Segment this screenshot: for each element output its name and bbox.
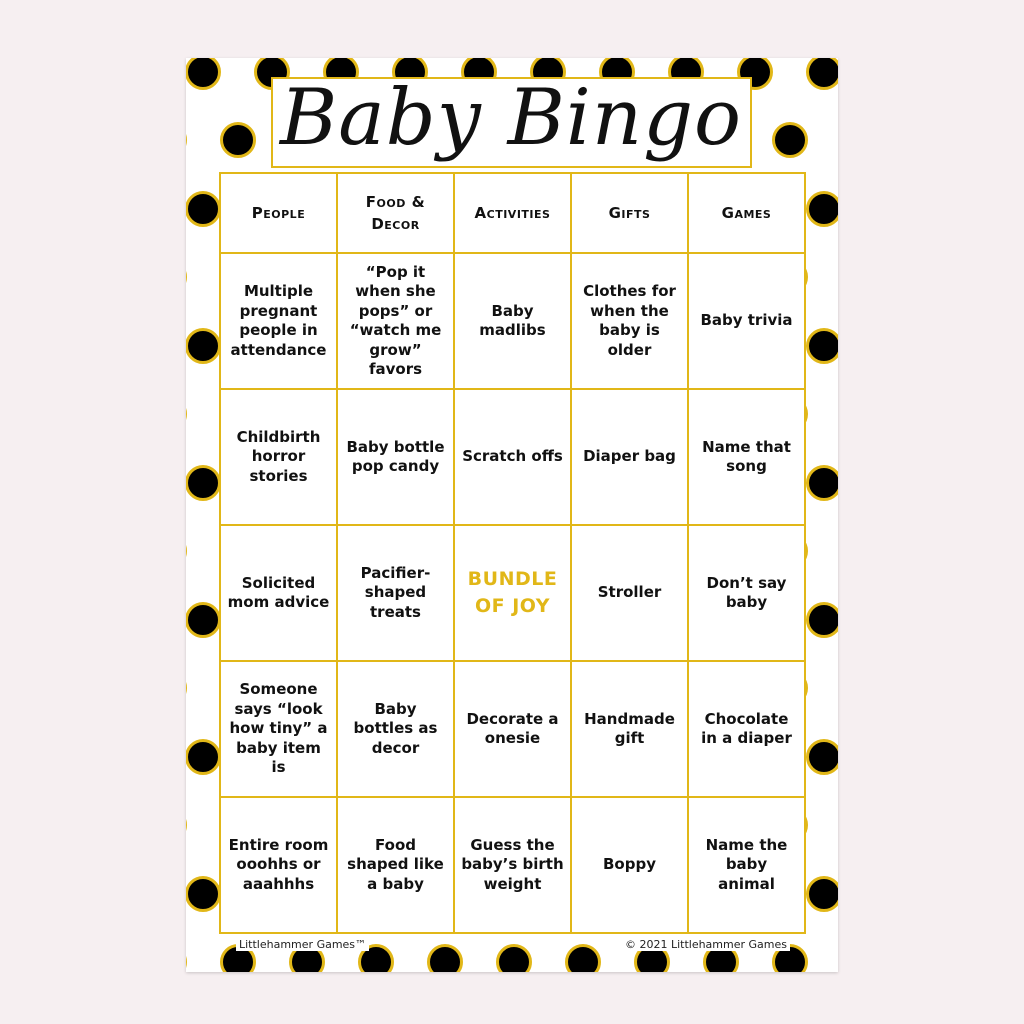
polka-dot — [186, 670, 187, 706]
bingo-square — [221, 662, 336, 796]
square-label: Handmade gift — [584, 709, 675, 747]
square-label: Don’t say baby — [706, 573, 787, 611]
polka-dot — [220, 122, 256, 158]
square-label: Multiple pregnant people in attendance — [230, 282, 327, 359]
square-label: Stroller — [597, 583, 662, 602]
header-label: Gifts — [608, 204, 651, 222]
polka-dot — [186, 328, 221, 364]
bingo-square — [338, 662, 453, 796]
square-label: Scratch offs — [462, 447, 563, 466]
polka-dot — [806, 58, 838, 90]
bingo-square — [455, 390, 570, 524]
polka-dot — [186, 944, 187, 972]
bingo-square — [689, 390, 804, 524]
square-label: “Pop it when she pops” or “watch me grow” favors — [349, 262, 442, 378]
square-label: Chocolate in a diaper — [701, 709, 792, 747]
polka-dot — [186, 259, 187, 295]
square-label: Baby bottle pop candy — [346, 437, 445, 475]
square-label: Name the baby animal — [705, 835, 788, 893]
polka-dot — [806, 876, 838, 912]
polka-dot — [427, 944, 463, 972]
polka-dot — [806, 328, 838, 364]
bingo-square — [455, 798, 570, 932]
bingo-card — [186, 58, 838, 972]
bingo-square — [221, 526, 336, 660]
polka-dot — [186, 876, 221, 912]
square-label: Clothes for when the baby is older — [583, 282, 676, 359]
polka-dot — [186, 58, 221, 90]
bingo-square — [689, 662, 804, 796]
bingo-square — [221, 390, 336, 524]
polka-dot — [186, 807, 187, 843]
square-label: Baby trivia — [700, 311, 793, 330]
bingo-square — [338, 526, 453, 660]
polka-dot — [806, 465, 838, 501]
polka-dot — [496, 944, 532, 972]
bingo-square — [572, 526, 687, 660]
square-label: Guess the baby’s birth weight — [461, 835, 564, 893]
polka-dot — [186, 533, 187, 569]
square-label: Baby bottles as decor — [353, 699, 438, 757]
square-label: Pacifier-shaped treats — [360, 563, 431, 621]
square-label: Solicited mom advice — [227, 573, 330, 611]
square-label: Food shaped like a baby — [347, 835, 444, 893]
footer-copyright: © 2021 Littlehammer Games — [622, 938, 790, 951]
square-label: Someone says “look how tiny” a baby item is — [229, 680, 328, 777]
header-label: People — [251, 204, 306, 222]
bingo-square — [572, 254, 687, 388]
polka-dot — [565, 944, 601, 972]
header-label: Activities — [474, 204, 551, 222]
bingo-square — [572, 662, 687, 796]
square-label: Decorate a onesie — [466, 709, 559, 747]
bingo-square — [572, 390, 687, 524]
bingo-square — [455, 254, 570, 388]
bingo-square — [338, 390, 453, 524]
bingo-square — [689, 526, 804, 660]
polka-dot — [806, 602, 838, 638]
polka-dot — [772, 122, 808, 158]
polka-dot — [186, 465, 221, 501]
polka-dot — [186, 191, 221, 227]
bingo-square — [455, 662, 570, 796]
polka-dot — [186, 739, 221, 775]
header-label: Food & Decor — [365, 193, 426, 233]
free-space — [455, 526, 570, 660]
bingo-grid — [219, 172, 806, 934]
free-space-label: BUNDLE OF JOY — [467, 568, 558, 617]
bingo-square — [221, 798, 336, 932]
square-label: Baby madlibs — [479, 301, 546, 339]
bingo-square — [572, 798, 687, 932]
square-label: Boppy — [603, 855, 656, 874]
square-label: Childbirth horror stories — [236, 427, 321, 485]
footer-brand: Littlehammer Games™ — [236, 938, 369, 951]
bingo-square — [338, 254, 453, 388]
polka-dot — [186, 122, 187, 158]
polka-dot — [186, 396, 187, 432]
square-label: Entire room ooohhs or aaahhhs — [228, 835, 329, 893]
polka-dot — [186, 602, 221, 638]
polka-dot — [806, 739, 838, 775]
header-label: Games — [721, 204, 772, 222]
bingo-square — [221, 254, 336, 388]
square-label: Diaper bag — [583, 447, 676, 466]
polka-dot — [806, 191, 838, 227]
bingo-square — [338, 798, 453, 932]
square-label: Name that song — [702, 437, 791, 475]
bingo-square — [689, 798, 804, 932]
bingo-square — [689, 254, 804, 388]
card-title: Baby Bingo — [279, 73, 742, 163]
